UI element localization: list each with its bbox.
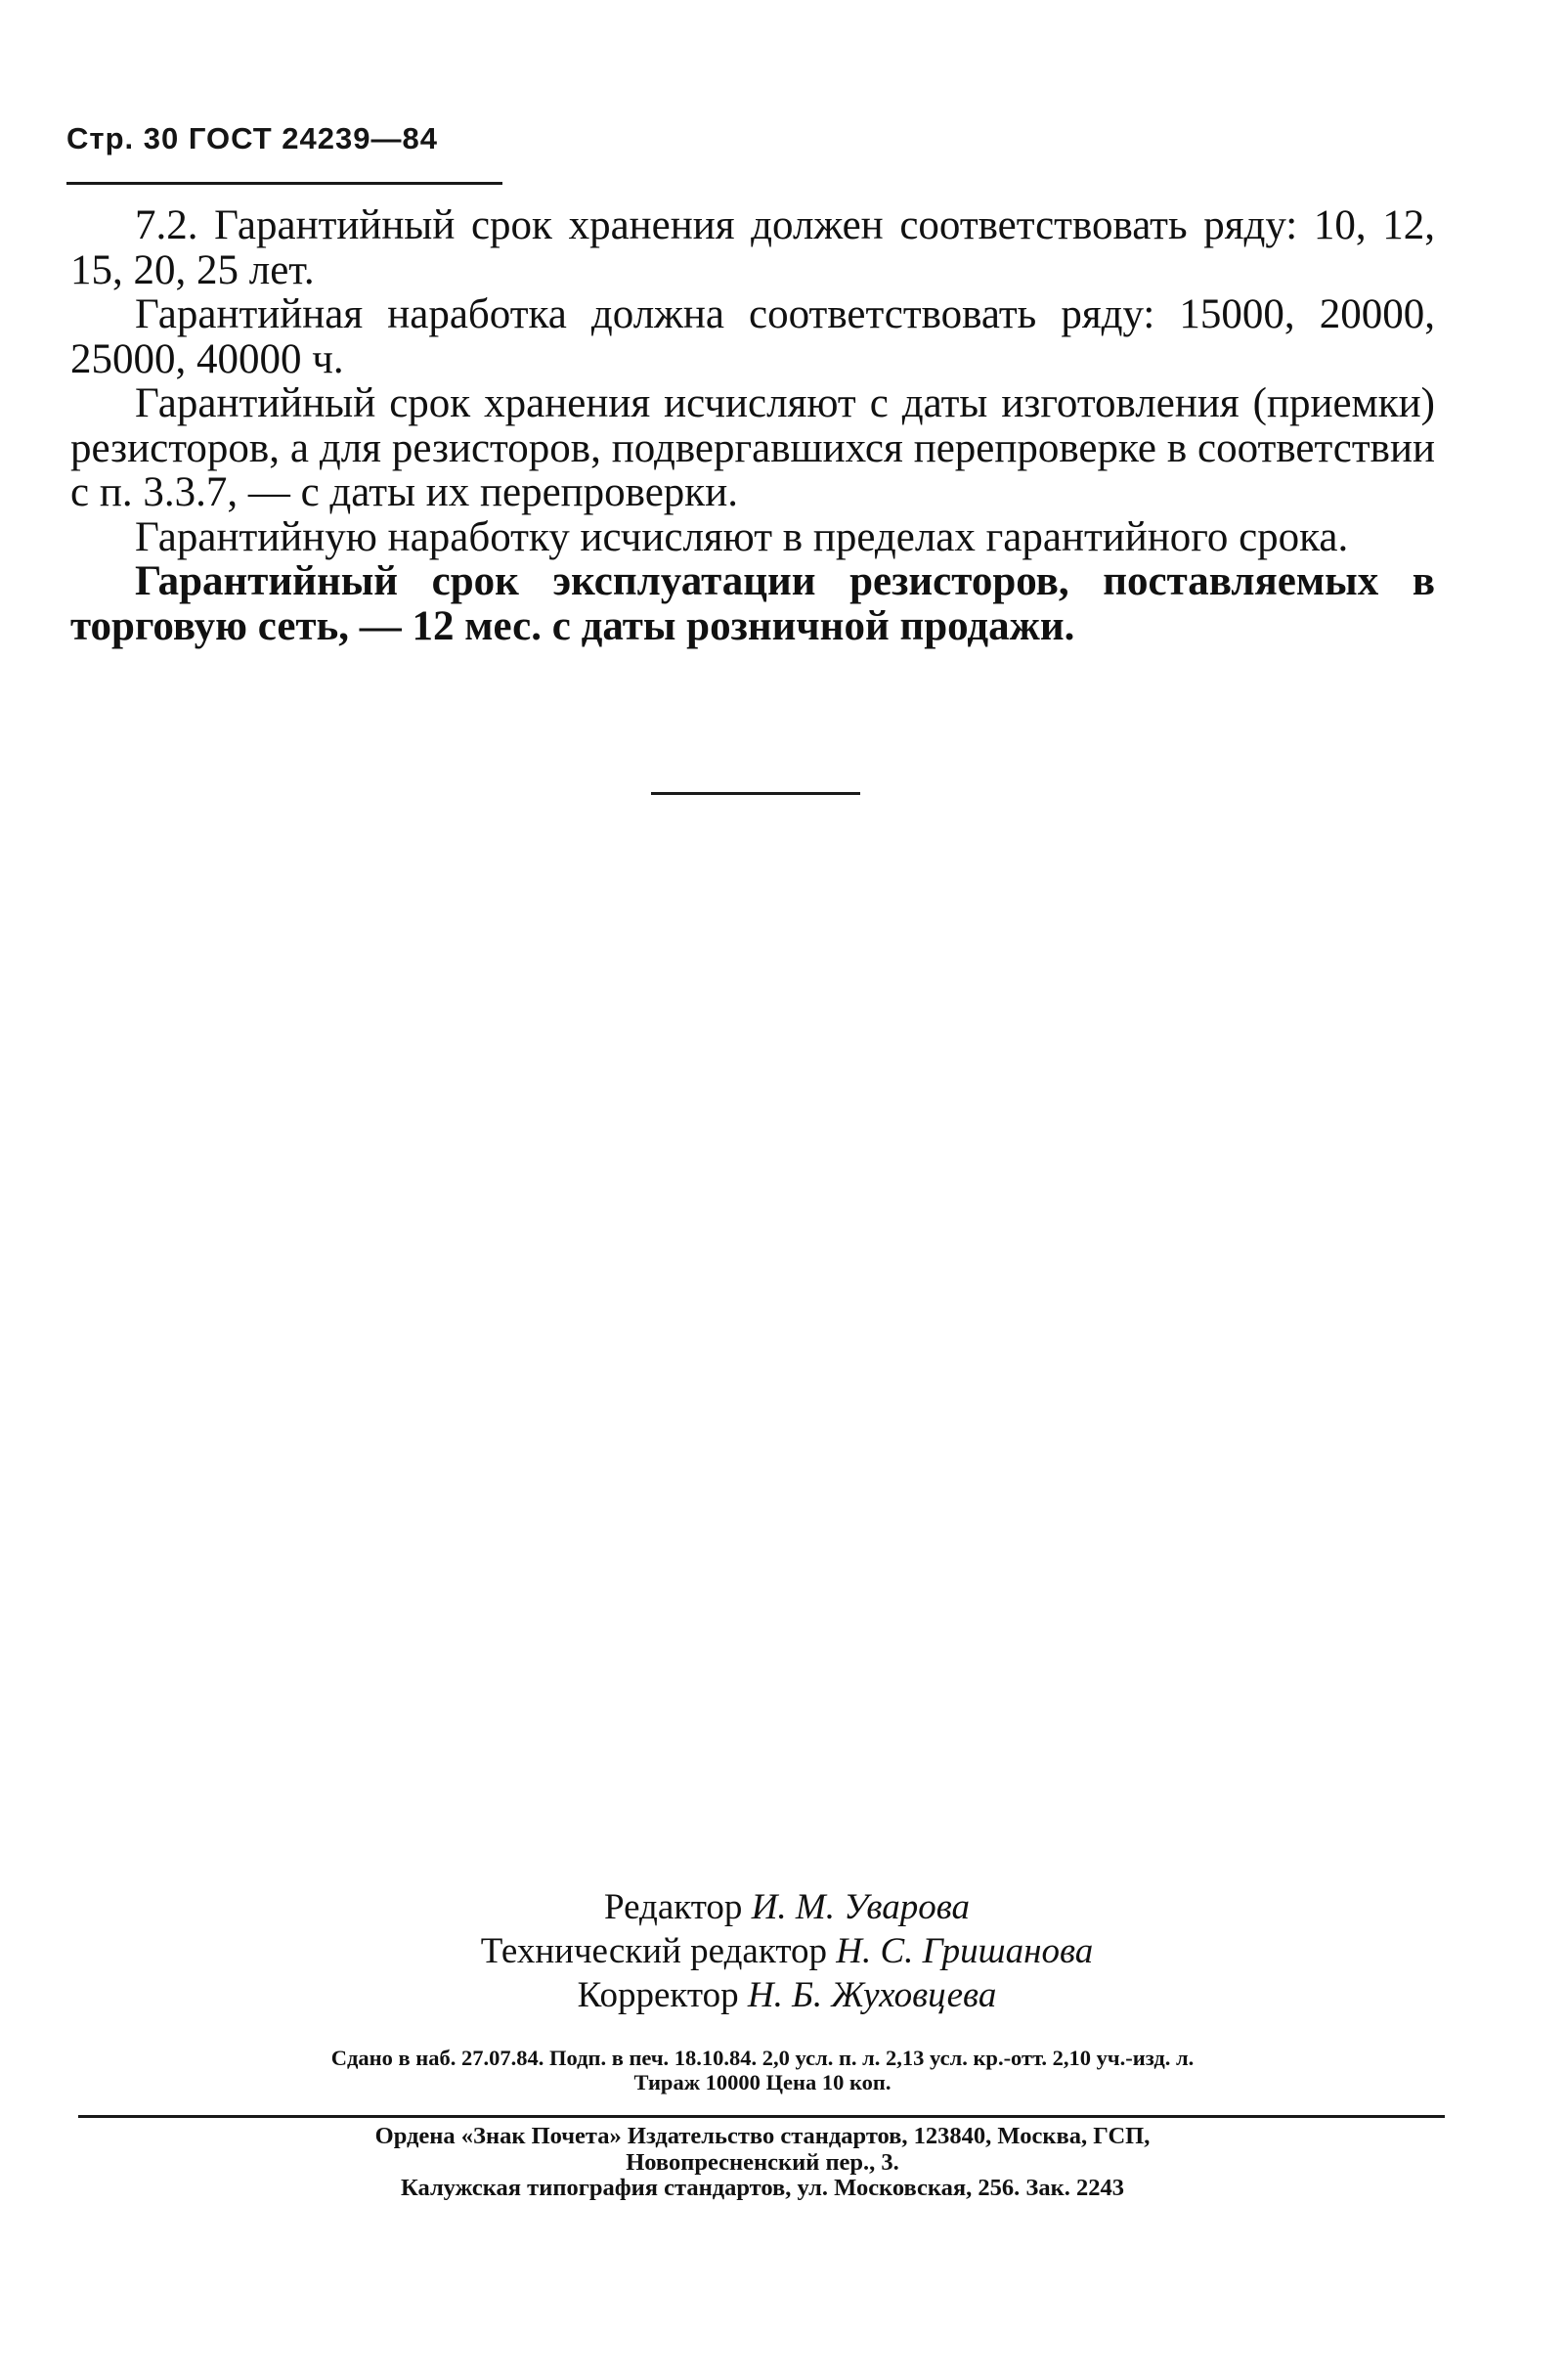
credits-block — [293, 1885, 1281, 2017]
paragraph-retail-warranty: Гарантийный срок эксплуатации резисторов, поставляемых в торговую сеть, — 12 мес. с даты розничной продажи. — [70, 558, 1435, 649]
imprint-line-2: Тираж 10000 Цена 10 коп. — [633, 2070, 892, 2094]
publisher-line-1: Ордена «Знак Почета» Издательство стандартов, 123840, Москва, ГСП, — [374, 2123, 1151, 2149]
header-rule — [66, 182, 502, 185]
editor-label: Редактор — [603, 1887, 743, 1927]
end-rule — [651, 792, 860, 795]
paragraph-operating-time-limits: Гарантийную наработку исчисляют в пределах гарантийного срока. — [135, 513, 1349, 560]
paragraph-storage-calculation: Гарантийный срок хранения исчисляют с даты изготовления (приемки) резисторов, а для резисторов, подвергавшихся перепроверке в соответствии с п. 3.3.7, — с даты их перепроверки. — [70, 380, 1435, 515]
editor-name: И. М. Уварова — [751, 1887, 971, 1927]
publisher-block — [78, 2124, 1447, 2202]
body-text — [70, 203, 1435, 648]
paragraph-guarantee-storage: 7.2. Гарантийный срок хранения должен соответствовать ряду: 10, 12, 15, 20, 25 лет. — [70, 202, 1435, 293]
corrector-label: Корректор — [577, 1975, 739, 2015]
corrector-name: Н. Б. Жуховцева — [747, 1975, 997, 2015]
imprint-block — [78, 2046, 1447, 2094]
credit-tech-editor — [293, 1929, 1281, 1973]
imprint-rule — [78, 2115, 1445, 2118]
publisher-line-3: Калужская типография стандартов, ул. Московская, 256. Зак. 2243 — [401, 2175, 1124, 2201]
paragraph-guarantee-operating-time: Гарантийная наработка должна соответствовать ряду: 15000, 20000, 25000, 40000 ч. — [70, 291, 1435, 382]
imprint-line-1: Сдано в наб. 27.07.84. Подп. в печ. 18.10.84. 2,0 усл. п. л. 2,13 усл. кр.-отт. 2,10 уч.-изд. л. — [330, 2046, 1195, 2070]
credit-corrector — [293, 1973, 1281, 2017]
page-header: Стр. 30 ГОСТ 24239—84 — [66, 121, 438, 155]
credit-editor — [293, 1885, 1281, 1929]
publisher-line-2: Новопресненский пер., 3. — [626, 2148, 899, 2176]
tech-editor-label: Технический редактор — [480, 1931, 828, 1971]
tech-editor-name: Н. С. Гришанова — [836, 1931, 1094, 1971]
